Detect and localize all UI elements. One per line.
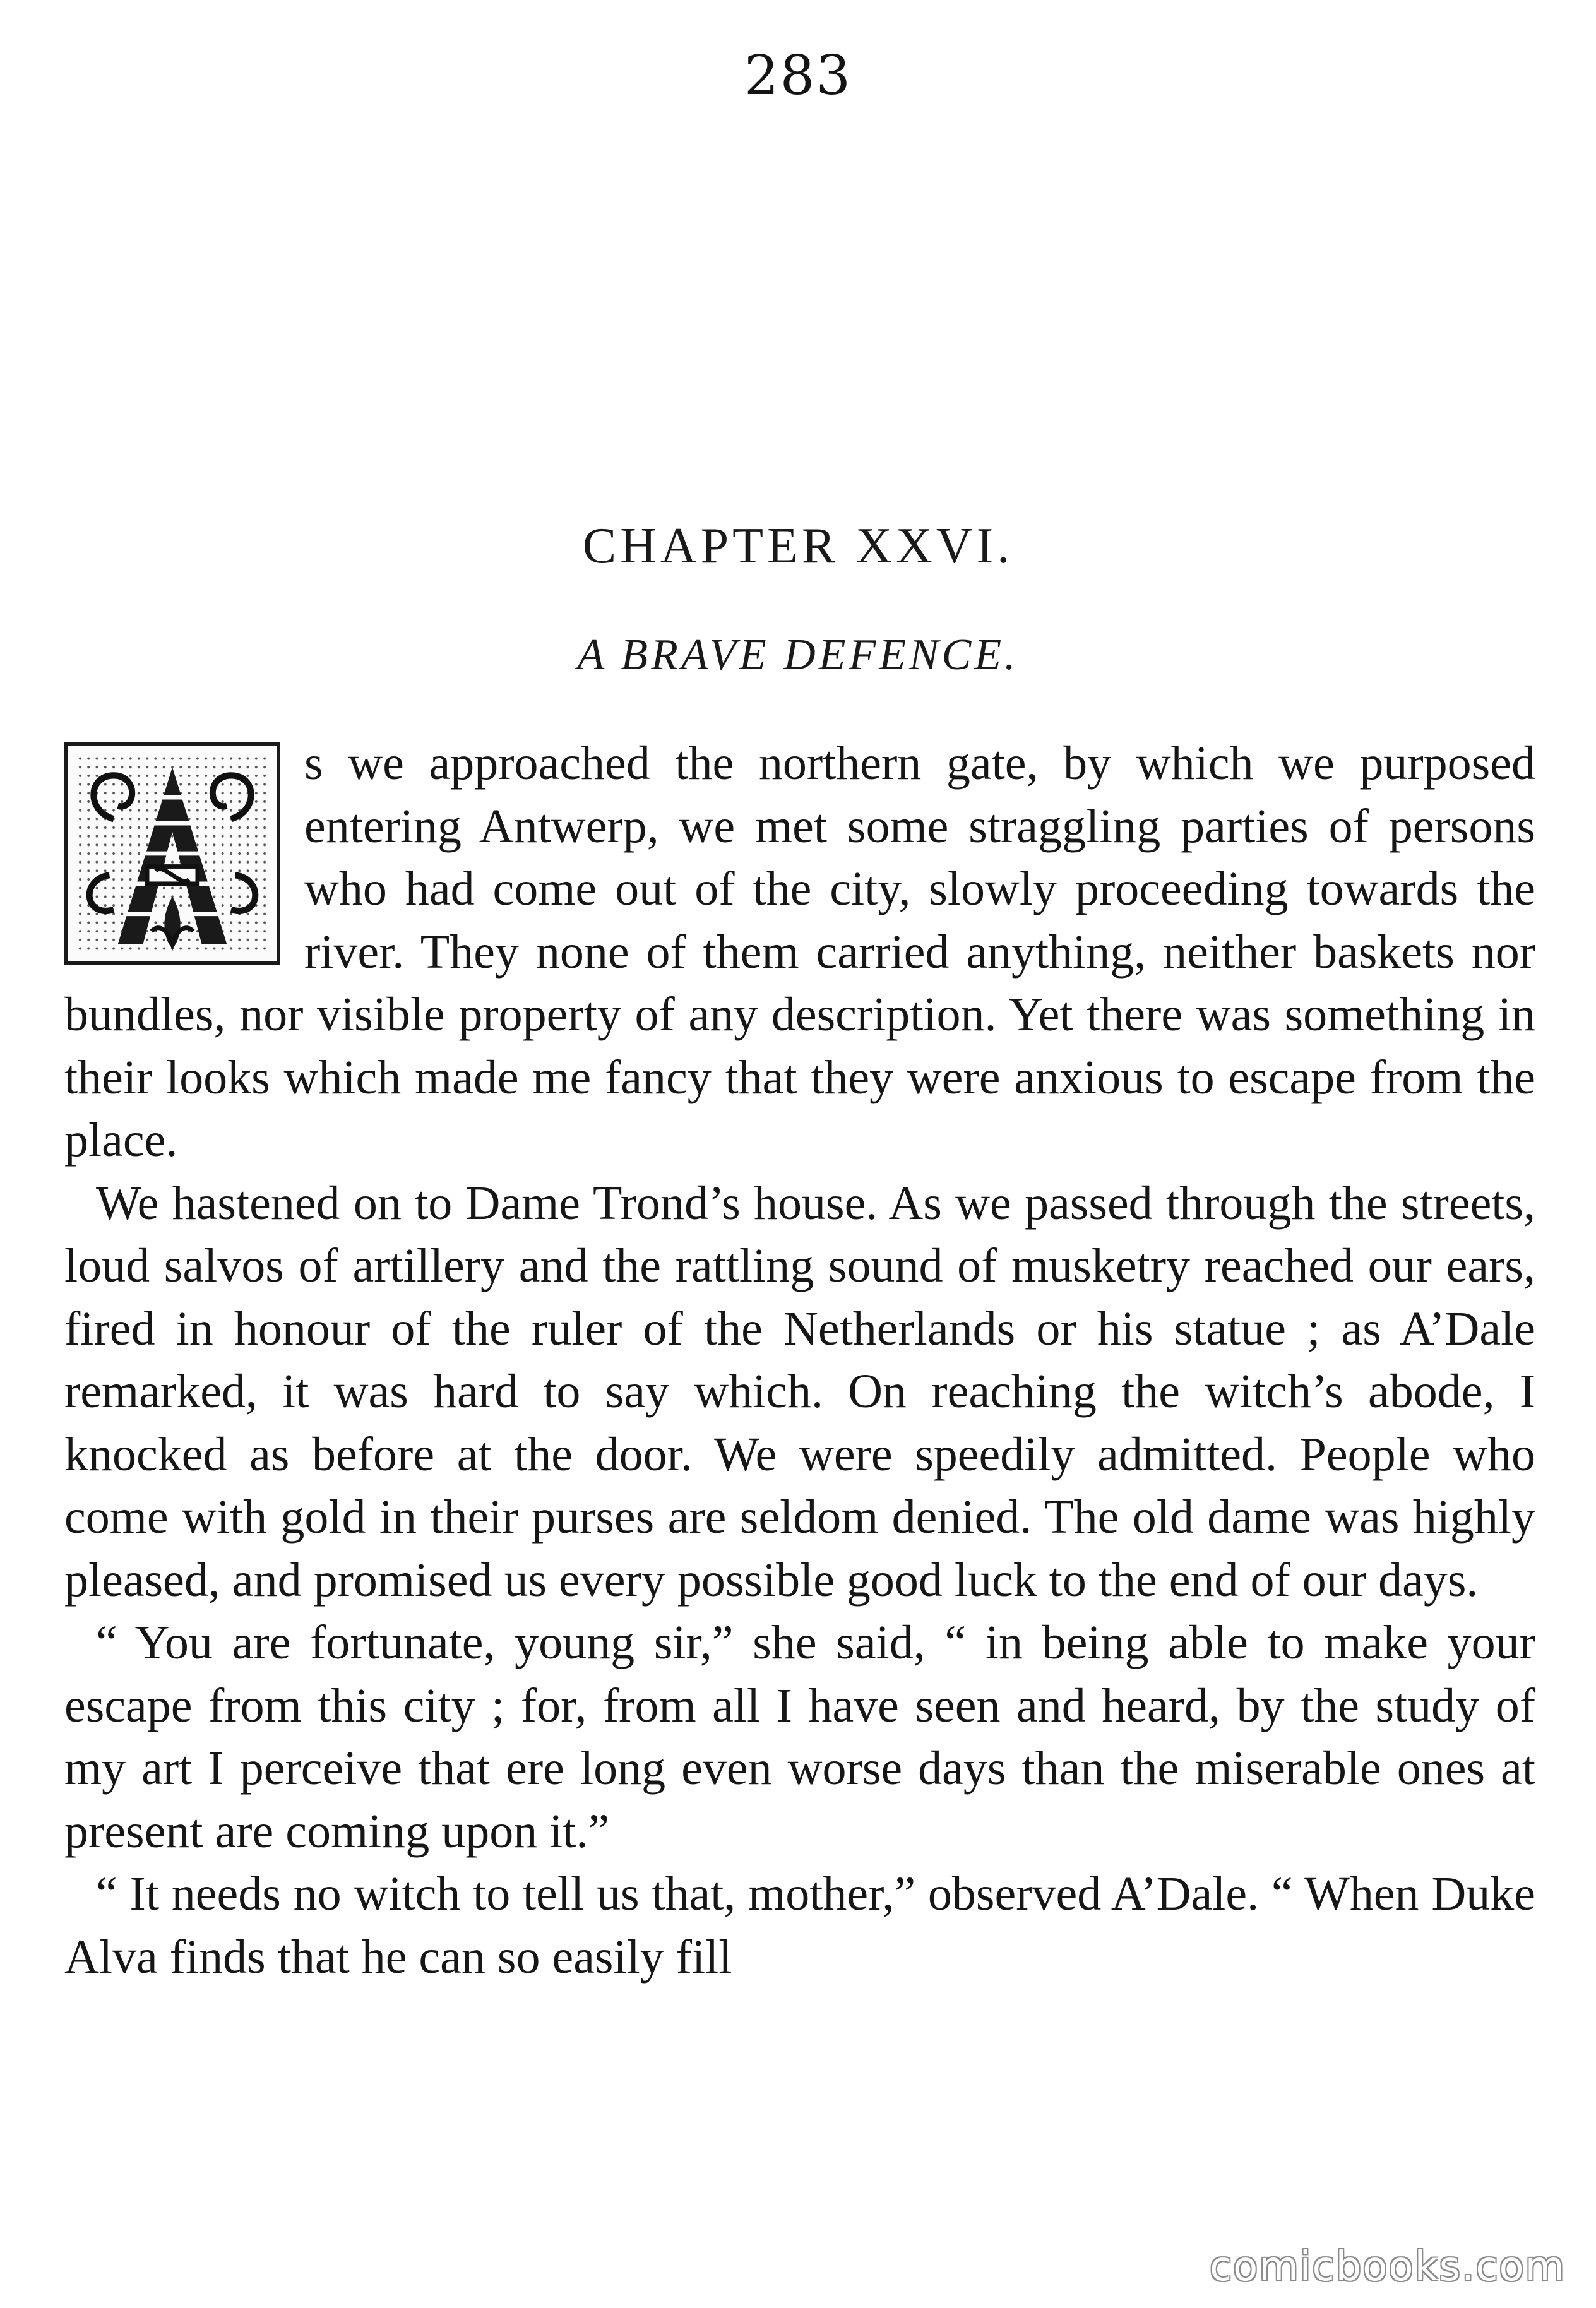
chapter-title: CHAPTER XXVI. bbox=[582, 518, 1014, 574]
paragraph: We hastened on to Dame Trond’s house. As we passed through the streets, loud salvos of artillery and the rattling sound of musketry reached our ears, fired in honour of the ruler of the Netherlands or his statue ; as A’Dale remarked, it was hard to say which. On reaching the witch’s abode, I knocked as before at the door. We were speedily admitted. People who come with gold in their purses are seldom denied. The old dame was highly pleased, and promised us every possible good luck to the end of our days. bbox=[64, 1176, 1535, 1607]
paragraph: “ You are fortunate, young sir,” she said, “ in being able to make your escape from this city ; for, from all I have seen and heard, by the study of my art I perceive that ere long even worse days than the miserable ones at present are coming upon it.” bbox=[64, 1616, 1535, 1858]
body-text bbox=[64, 732, 1535, 1989]
watermark: comicbooks.com bbox=[1209, 2244, 1566, 2290]
paragraph bbox=[64, 732, 1535, 1172]
chapter-subtitle: A BRAVE DEFENCE. bbox=[577, 631, 1019, 679]
decorated-initial-icon bbox=[64, 742, 280, 965]
paragraph: “ It needs no witch to tell us that, mother,” observed A’Dale. “ When Duke Alva finds that he can so easily fill bbox=[64, 1867, 1535, 1984]
paragraph-text: s we approached the northern gate, by which we purposed entering Antwerp, we met some straggling parties of persons who had come out of the city, slowly proceeding towards the river. They none of them carried anything, neither baskets nor bundles, nor visible property of any description. Yet there was something in their looks which made me fancy that they were anxious to escape from the place. bbox=[64, 737, 1535, 1167]
page-number: 283 bbox=[744, 44, 852, 107]
